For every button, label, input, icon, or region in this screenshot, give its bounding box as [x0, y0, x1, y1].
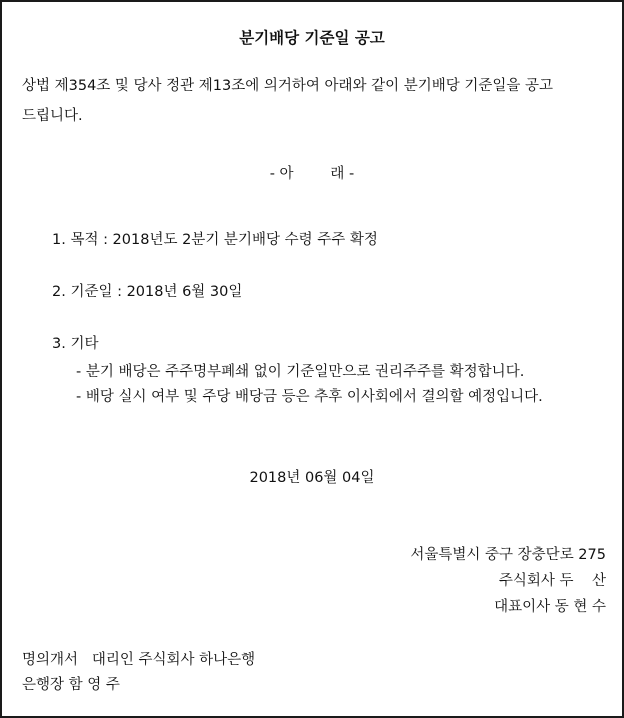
- document-title: 분기배당 기준일 공고: [239, 29, 385, 47]
- transfer-agent: 명의개서 대리인 주식회사 하나은행: [22, 652, 256, 668]
- company-address: 서울특별시 중구 장충단로 275: [410, 547, 606, 563]
- company-ceo: 대표이사 동 현 수: [494, 599, 606, 615]
- section-separator: - 아 래 -: [269, 166, 355, 182]
- note-line-2: - 배당 실시 여부 및 주당 배당금 등은 추후 이사회에서 결의할 예정입니다.: [76, 389, 543, 405]
- item-record-date: 2. 기준일 : 2018년 6월 30일: [52, 284, 243, 300]
- intro-line-2: 드립니다.: [22, 108, 83, 124]
- note-line-1: - 분기 배당은 주주명부폐쇄 없이 기준일만으로 권리주주를 확정합니다.: [76, 364, 525, 380]
- transfer-agent-head: 은행장 함 영 주: [22, 677, 120, 693]
- intro-line-1: 상법 제354조 및 당사 정관 제13조에 의거하여 아래와 같이 분기배당 기준일을 공고: [22, 78, 554, 94]
- notice-date: 2018년 06월 04일: [249, 470, 375, 486]
- item-other: 3. 기타: [52, 336, 99, 352]
- item-purpose: 1. 목적 : 2018년도 2분기 분기배당 수령 주주 확정: [52, 232, 378, 248]
- company-name: 주식회사 두 산: [498, 573, 606, 589]
